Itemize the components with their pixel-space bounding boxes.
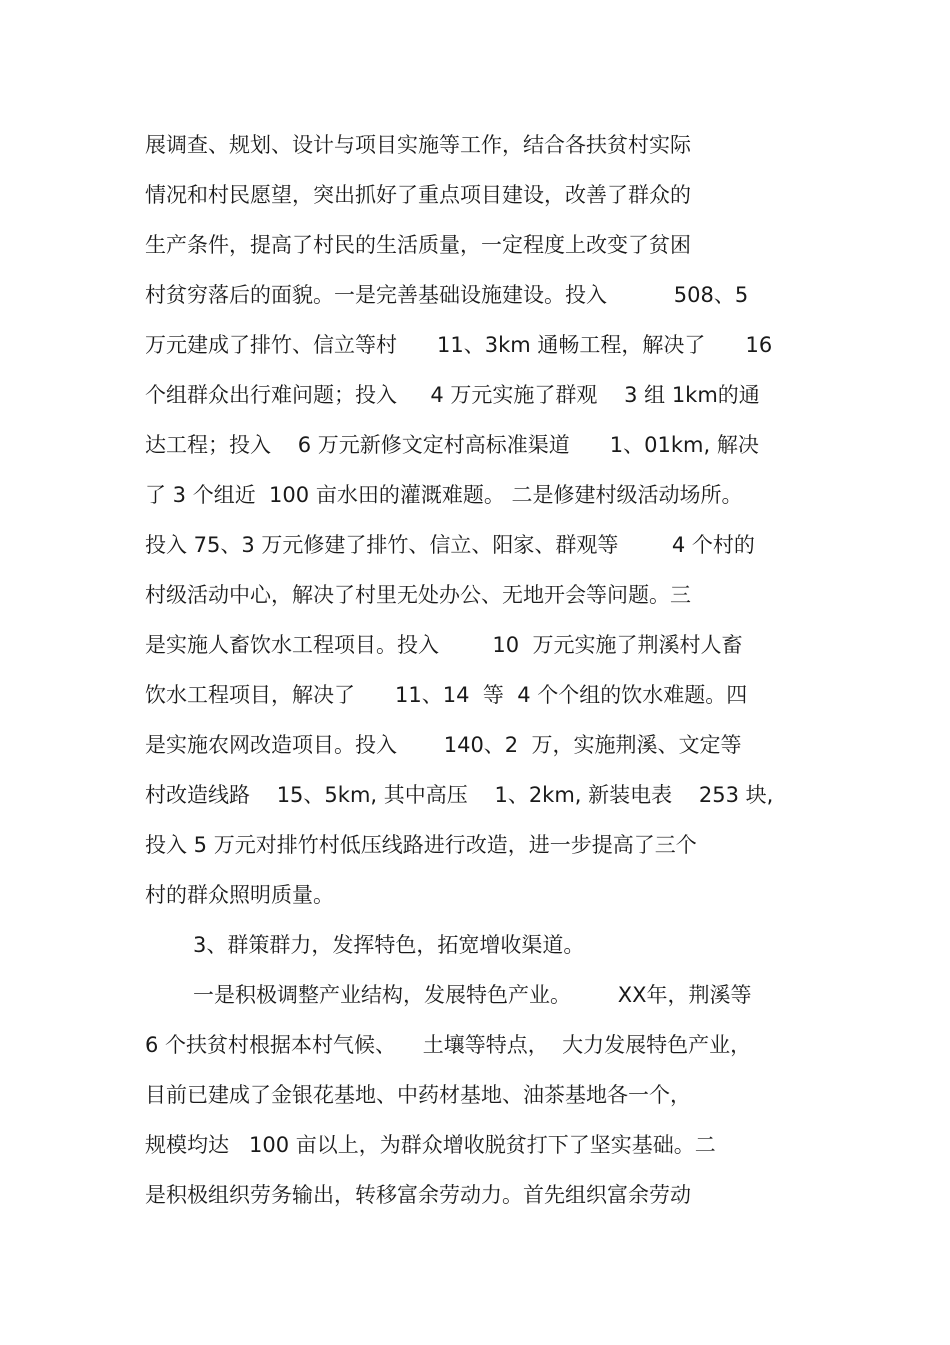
text-line: 目前已建成了金银花基地、中药材基地、油茶基地各一个， [145,1083,691,1107]
text-line: 展调查、规划、设计与项目实施等工作，结合各扶贫村实际 [145,133,691,157]
text-line: 生产条件，提高了村民的生活质量，一定程度上改变了贫困 [145,233,691,257]
body-text [145,120,825,1220]
text-line: 村贫穷落后的面貌。一是完善基础设施建设。投入 508、5 [145,283,749,307]
text-line: 村级活动中心，解决了村里无处办公、无地开会等问题。三 [145,583,691,607]
text-line: 个组群众出行难问题；投入 4 万元实施了群观 3 组 1km的通 [145,383,760,407]
text-line: 万元建成了排竹、信立等村 11、3km 通畅工程，解决了 16 [145,333,773,357]
text-line: 达工程；投入 6 万元新修文定村高标准渠道 1、01km, 解决 [145,433,759,457]
text-line: 情况和村民愿望，突出抓好了重点项目建设，改善了群众的 [145,183,691,207]
section-heading: 3、群策群力，发挥特色，拓宽增收渠道。 [193,933,585,957]
text-line: 村改造线路 15、5km, 其中高压 1、2km, 新装电表 253 块, [145,783,774,807]
text-line: 了 3 个组近 100 亩水田的灌溉难题。 二是修建村级活动场所。 [145,483,743,507]
text-line: 投入 75、3 万元修建了排竹、信立、阳家、群观等 4 个村的 [145,533,755,557]
text-line: 村的群众照明质量。 [145,883,334,907]
text-line: 6 个扶贫村根据本村气候、 土壤等特点， 大力发展特色产业， [145,1033,752,1057]
text-line: 是实施人畜饮水工程项目。投入 10 万元实施了荆溪村人畜 [145,633,743,657]
text-line: 投入 5 万元对排竹村低压线路进行改造，进一步提高了三个 [145,833,697,857]
text-line: 规模均达 100 亩以上，为群众增收脱贫打下了坚实基础。二 [145,1133,716,1157]
text-line: 饮水工程项目，解决了 11、14 等 4 个个组的饮水难题。四 [145,683,748,707]
text-line: 是积极组织劳务输出，转移富余劳动力。首先组织富余劳动 [145,1183,691,1207]
text-line: 一是积极调整产业结构，发展特色产业。 XX年，荆溪等 [193,983,752,1007]
text-line: 是实施农网改造项目。投入 140、2 万，实施荆溪、文定等 [145,733,742,757]
